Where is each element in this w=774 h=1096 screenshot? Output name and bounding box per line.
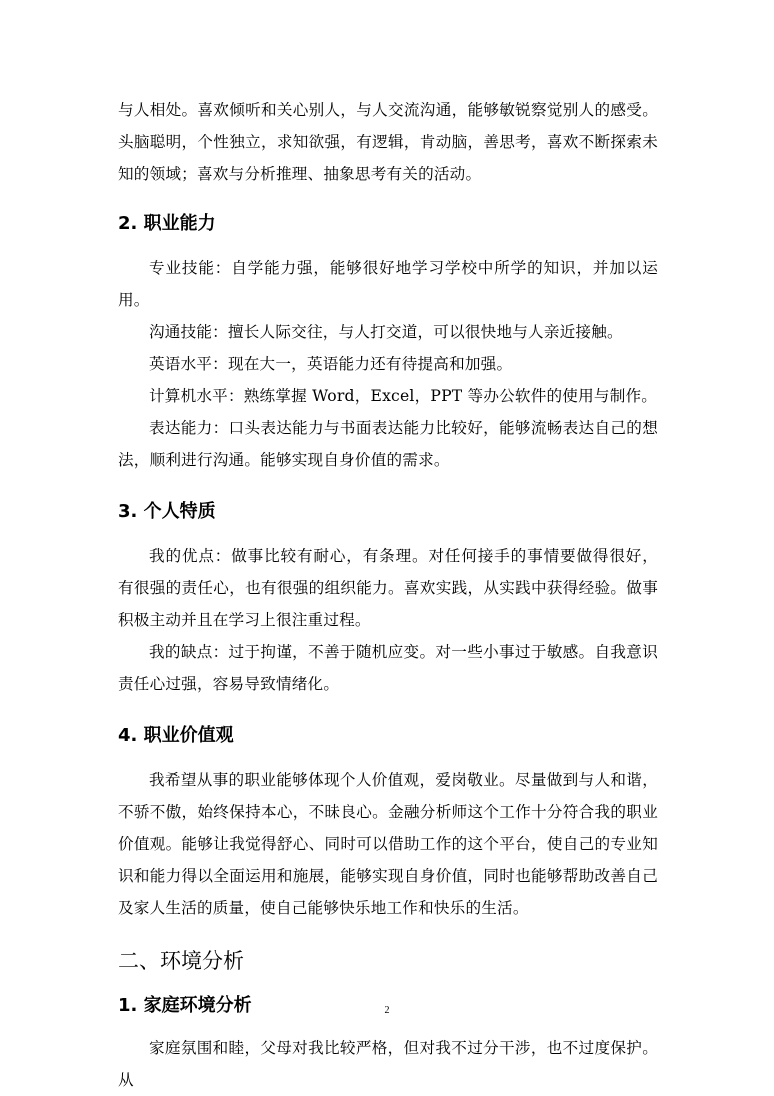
paragraph-strengths: 我的优点：做事比较有耐心，有条理。对任何接手的事情要做得很好， 有很强的责任心，也有很强的组织能力。喜欢实践，从实践中获得经验。做事积极主动并且在学习上很注重过程。 bbox=[118, 547, 658, 629]
page-content bbox=[118, 94, 658, 1096]
section-heading-personal-traits: 3. 个人特质 bbox=[118, 501, 216, 522]
part-heading-environment-analysis: 二、环境分析 bbox=[118, 949, 244, 973]
paragraph-family-environment: 家庭氛围和睦，父母对我比较严格，但对我不过分干涉，也不过度保护。从 bbox=[118, 1039, 658, 1089]
section-heading-family-environment: 1. 家庭环境分析 bbox=[118, 995, 252, 1016]
section-heading-career-ability: 2. 职业能力 bbox=[118, 213, 216, 234]
paragraph-career-values: 我希望从事的职业能够体现个人价值观，爱岗敬业。尽量做到与人和谐，不骄不傲，始终保持本心，不昧良心。金融分析师这个工作十分符合我的职业价值观。能够让我觉得舒心、同时可以借助工作的这个平台，使自己的专业知识和能力得以全面运用和施展，能够实现自身价值，同时也能够帮助改善自己及家人生活的质量，使自己能够快乐地工作和快乐的生活。 bbox=[118, 771, 658, 917]
paragraph-communication-skill: 沟通技能：擅长人际交往，与人打交道，可以很快地与人亲近接触。 bbox=[149, 323, 623, 341]
section-heading-career-values: 4. 职业价值观 bbox=[118, 725, 234, 746]
paragraph-english-level: 英语水平：现在大一，英语能力还有待提高和加强。 bbox=[149, 355, 513, 373]
paragraph-weaknesses: 我的缺点：过于拘谨，不善于随机应变。对一些小事过于敏感。自我意识责任心过强，容易导致情绪化。 bbox=[118, 643, 658, 693]
page-number: 2 bbox=[384, 1005, 390, 1016]
paragraph-professional-skill: 专业技能：自学能力强，能够很好地学习学校中所学的知识，并加以运用。 bbox=[118, 259, 658, 309]
paragraph-expression-ability: 表达能力：口头表达能力与书面表达能力比较好，能够流畅表达自己的想法，顺利进行沟通。能够实现自身价值的需求。 bbox=[118, 419, 658, 469]
intro-paragraph: 与人相处。喜欢倾听和关心别人，与人交流沟通，能够敏锐察觉别人的感受。头脑聪明，个性独立，求知欲强，有逻辑，肯动脑，善思考，喜欢不断探索未知的领域；喜欢与分析推理、抽象思考有关的活动。 bbox=[118, 101, 658, 183]
paragraph-computer-level: 计算机水平：熟练掌握 Word，Excel，PPT 等办公软件的使用与制作。 bbox=[149, 387, 658, 405]
